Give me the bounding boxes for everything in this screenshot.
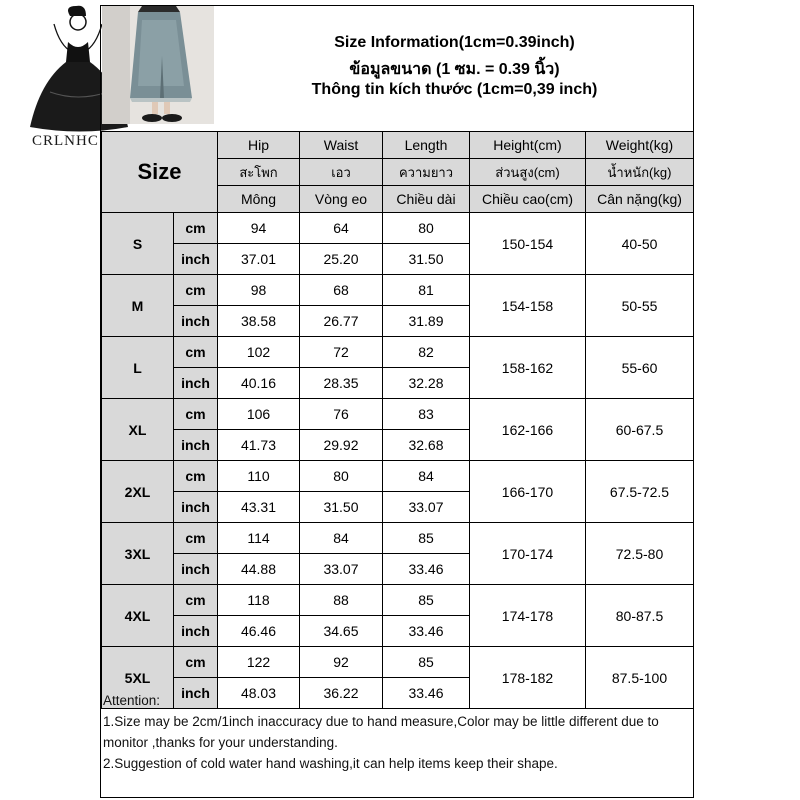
inch-value: 37.01 (218, 244, 300, 275)
column-header: Hip (218, 132, 300, 159)
table-row (102, 275, 694, 306)
size-header: Size (102, 132, 218, 213)
size-table (101, 131, 694, 709)
cm-value: 85 (383, 523, 470, 554)
size-label: 5XL (102, 647, 174, 709)
inch-value: 25.20 (300, 244, 383, 275)
height-range: 170-174 (470, 523, 586, 585)
inch-value: 33.07 (383, 492, 470, 523)
cm-value: 68 (300, 275, 383, 306)
height-range: 150-154 (470, 213, 586, 275)
cm-value: 84 (383, 461, 470, 492)
notes-line: 2.Suggestion of cold water hand washing,it can help items keep their shape. (103, 756, 558, 771)
weight-range: 72.5-80 (586, 523, 694, 585)
brand-name: CRLNHC (32, 133, 99, 149)
inch-value: 29.92 (300, 430, 383, 461)
inch-value: 28.35 (300, 368, 383, 399)
inch-value: 32.28 (383, 368, 470, 399)
size-label: S (102, 213, 174, 275)
unit-inch-label: inch (174, 430, 218, 461)
column-header-vi: Mông (218, 186, 300, 213)
inch-value: 34.65 (300, 616, 383, 647)
column-header: Waist (300, 132, 383, 159)
height-range: 166-170 (470, 461, 586, 523)
cm-value: 82 (383, 337, 470, 368)
notes-line: monitor ,thanks for your understanding. (103, 735, 338, 750)
height-range: 162-166 (470, 399, 586, 461)
unit-inch-label: inch (174, 616, 218, 647)
cm-value: 114 (218, 523, 300, 554)
table-row (102, 585, 694, 616)
height-range: 158-162 (470, 337, 586, 399)
height-range: 174-178 (470, 585, 586, 647)
size-label: XL (102, 399, 174, 461)
inch-value: 26.77 (300, 306, 383, 337)
cm-value: 83 (383, 399, 470, 430)
weight-range: 55-60 (586, 337, 694, 399)
cm-value: 76 (300, 399, 383, 430)
inch-value: 38.58 (218, 306, 300, 337)
inch-value: 48.03 (218, 678, 300, 709)
column-header: Height(cm) (470, 132, 586, 159)
height-range: 154-158 (470, 275, 586, 337)
column-header-th: เอว (300, 159, 383, 186)
cm-value: 106 (218, 399, 300, 430)
size-label: 3XL (102, 523, 174, 585)
weight-range: 60-67.5 (586, 399, 694, 461)
column-header-vi: Cân nặng(kg) (586, 186, 694, 213)
unit-cm-label: cm (174, 585, 218, 616)
unit-inch-label: inch (174, 678, 218, 709)
column-header: Weight(kg) (586, 132, 694, 159)
cm-value: 118 (218, 585, 300, 616)
unit-cm-label: cm (174, 213, 218, 244)
table-row (102, 337, 694, 368)
size-label: 4XL (102, 585, 174, 647)
cm-value: 92 (300, 647, 383, 678)
unit-inch-label: inch (174, 492, 218, 523)
cm-value: 88 (300, 585, 383, 616)
inch-value: 33.46 (383, 678, 470, 709)
unit-inch-label: inch (174, 244, 218, 275)
unit-cm-label: cm (174, 647, 218, 678)
product-photo (102, 6, 214, 124)
inch-value: 33.46 (383, 616, 470, 647)
inch-value: 31.50 (383, 244, 470, 275)
inch-value: 32.68 (383, 430, 470, 461)
cm-value: 122 (218, 647, 300, 678)
table-row (102, 523, 694, 554)
cm-value: 85 (383, 585, 470, 616)
header-title-en: Size Information(1cm=0.39inch) (334, 34, 575, 51)
column-header-vi: Chiều dài (383, 186, 470, 213)
header-title-th: ข้อมูลขนาด (1 ซม. = 0.39 นิ้ว) (349, 61, 560, 78)
cm-value: 102 (218, 337, 300, 368)
header-title-vi: Thông tin kích thước (1cm=0,39 inch) (311, 81, 598, 98)
column-header-th: ความยาว (383, 159, 470, 186)
column-header-th: น้ำหนัก(kg) (586, 159, 694, 186)
size-info-header (216, 6, 693, 131)
inch-value: 40.16 (218, 368, 300, 399)
weight-range: 50-55 (586, 275, 694, 337)
inch-value: 36.22 (300, 678, 383, 709)
notes-title: Attention: (103, 693, 161, 708)
inch-value: 43.31 (218, 492, 300, 523)
table-row (102, 647, 694, 678)
weight-range: 80-87.5 (586, 585, 694, 647)
weight-range: 87.5-100 (586, 647, 694, 709)
inch-value: 33.46 (383, 554, 470, 585)
cm-value: 110 (218, 461, 300, 492)
attention-notes (101, 690, 693, 797)
unit-inch-label: inch (174, 554, 218, 585)
height-range: 178-182 (470, 647, 586, 709)
inch-value: 46.46 (218, 616, 300, 647)
column-header-th: สะโพก (218, 159, 300, 186)
cm-value: 84 (300, 523, 383, 554)
size-label: 2XL (102, 461, 174, 523)
unit-inch-label: inch (174, 368, 218, 399)
column-header-th: ส่วนสูง(cm) (470, 159, 586, 186)
cm-value: 85 (383, 647, 470, 678)
cm-value: 94 (218, 213, 300, 244)
size-label: L (102, 337, 174, 399)
unit-inch-label: inch (174, 306, 218, 337)
inch-value: 31.89 (383, 306, 470, 337)
inch-value: 31.50 (300, 492, 383, 523)
cm-value: 80 (383, 213, 470, 244)
size-label: M (102, 275, 174, 337)
unit-cm-label: cm (174, 337, 218, 368)
table-row (102, 461, 694, 492)
inch-value: 41.73 (218, 430, 300, 461)
column-header-vi: Chiều cao(cm) (470, 186, 586, 213)
unit-cm-label: cm (174, 523, 218, 554)
cm-value: 98 (218, 275, 300, 306)
column-header: Length (383, 132, 470, 159)
inch-value: 44.88 (218, 554, 300, 585)
unit-cm-label: cm (174, 399, 218, 430)
inch-value: 33.07 (300, 554, 383, 585)
cm-value: 80 (300, 461, 383, 492)
table-row (102, 213, 694, 244)
weight-range: 67.5-72.5 (586, 461, 694, 523)
notes-line: 1.Size may be 2cm/1inch inaccuracy due to hand measure,Color may be little different due to (103, 714, 659, 729)
cm-value: 81 (383, 275, 470, 306)
table-row (102, 399, 694, 430)
cm-value: 72 (300, 337, 383, 368)
skirt-photo-icon (102, 6, 214, 124)
weight-range: 40-50 (586, 213, 694, 275)
unit-cm-label: cm (174, 275, 218, 306)
unit-cm-label: cm (174, 461, 218, 492)
cm-value: 64 (300, 213, 383, 244)
column-header-vi: Vòng eo (300, 186, 383, 213)
